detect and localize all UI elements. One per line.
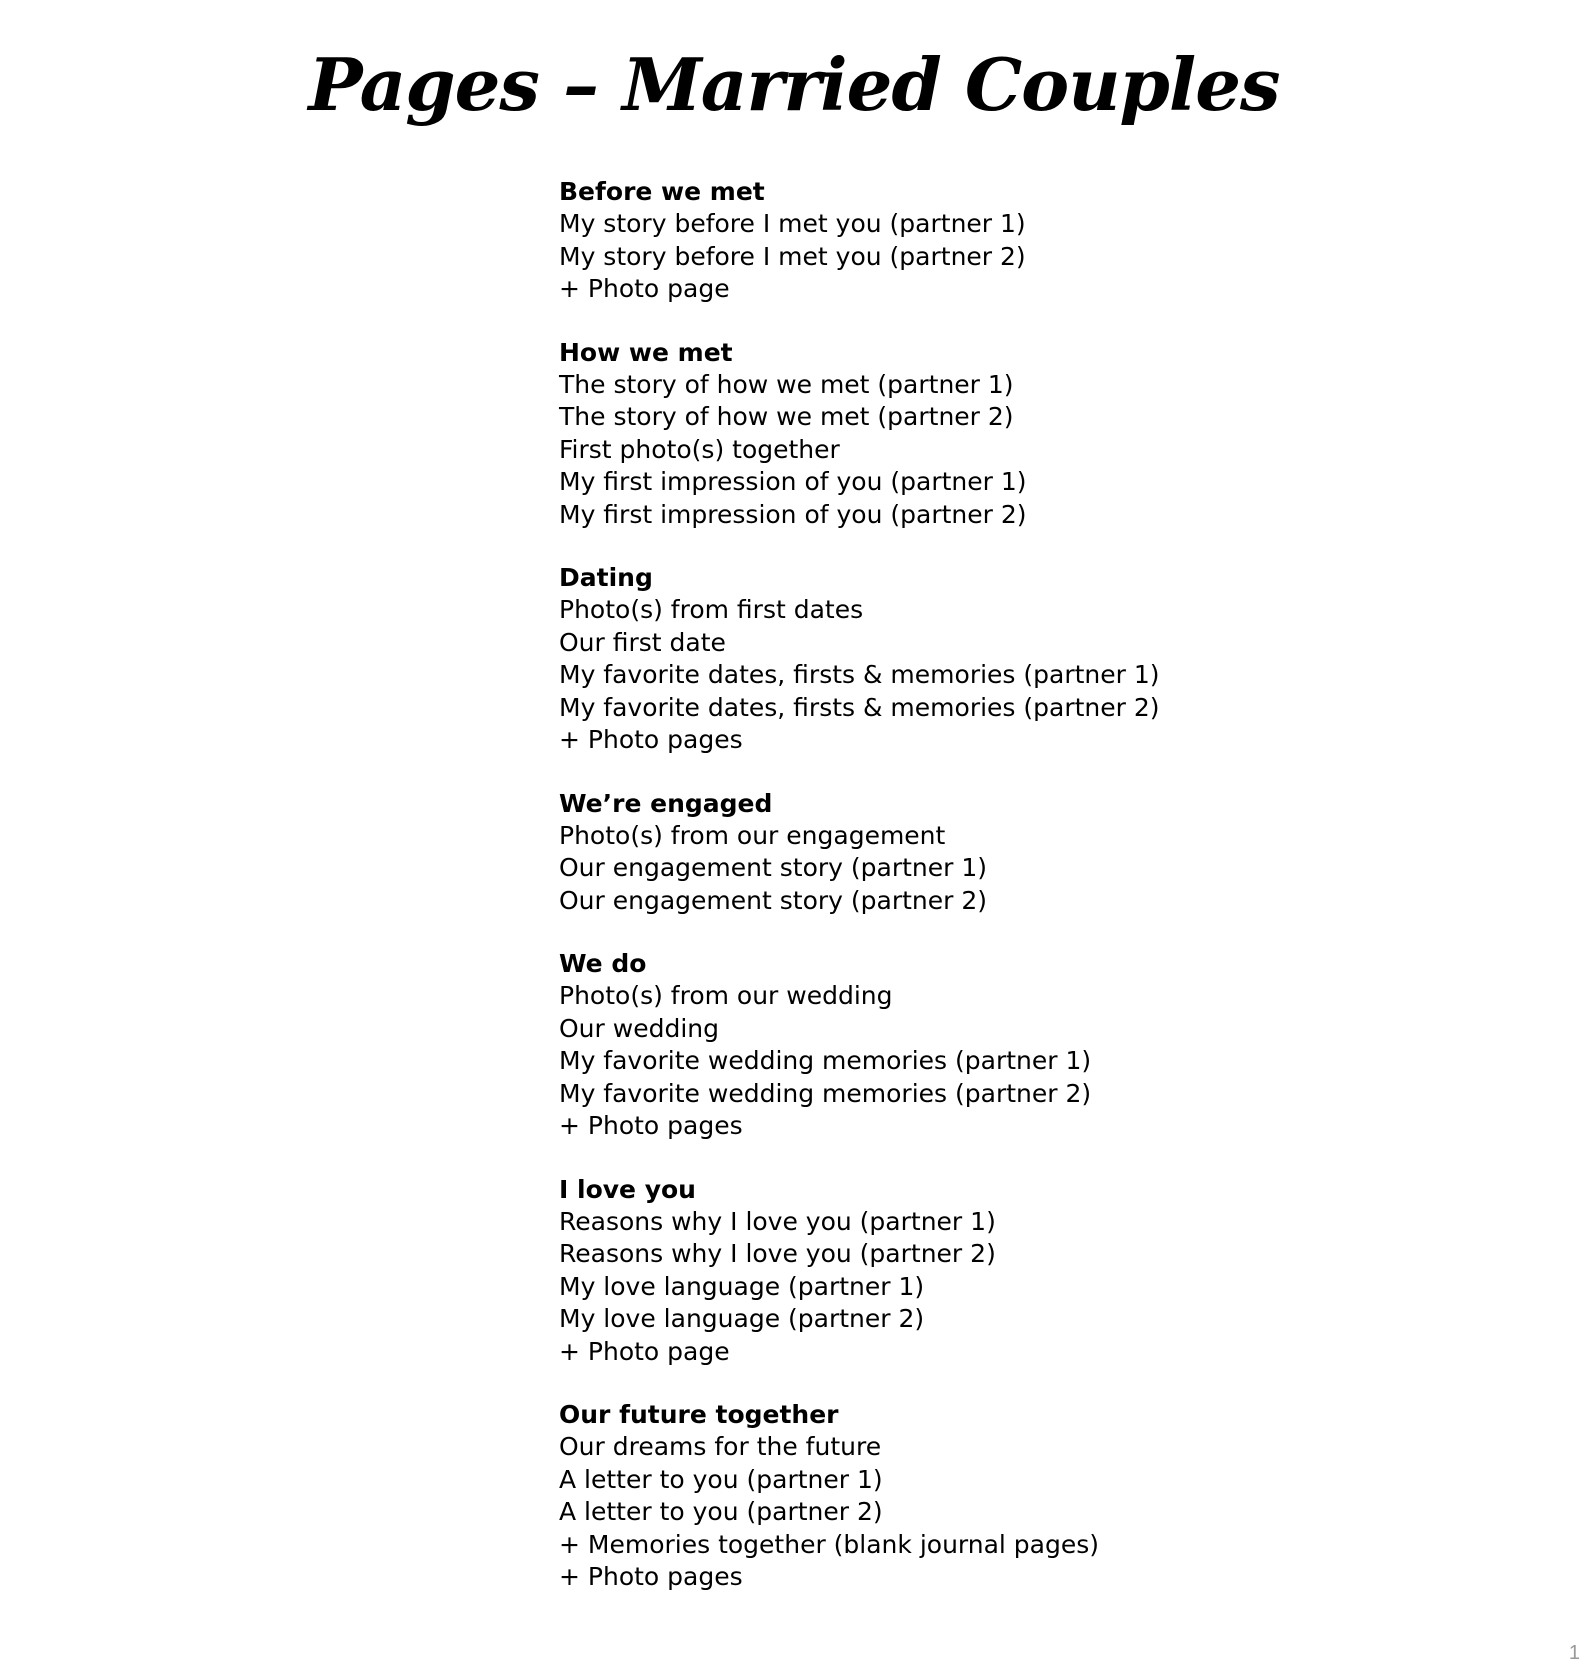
list-item: My first impression of you (partner 1) [559,467,1027,496]
list-item: + Photo pages [559,1562,743,1591]
section-list [559,175,1539,1624]
section-our-future-together [559,1398,1539,1594]
section-items [559,369,1539,532]
section-heading: How we met [559,337,733,367]
section-heading: We’re engaged [559,788,773,818]
list-item: My first impression of you (partner 2) [559,499,1027,529]
section-we-do [559,947,1539,1143]
list-item: My favorite dates, firsts & memories (partner 2) [559,692,1160,722]
list-item: + Photo pages [559,725,743,754]
list-item: The story of how we met (partner 1) [559,369,1014,399]
section-items [559,1206,1539,1369]
section-heading: Dating [559,563,653,592]
section-dating [559,561,1539,757]
list-item: First photo(s) together [559,434,840,464]
list-item: A letter to you (partner 1) [559,1464,883,1494]
section-items [559,820,1539,918]
list-item: Photo(s) from first dates [559,595,864,624]
list-item: My favorite wedding memories (partner 2) [559,1078,1092,1108]
list-item: A letter to you (partner 2) [559,1497,883,1526]
page-number: 1 [1568,1642,1580,1664]
list-item: My favorite wedding memories (partner 1) [559,1046,1092,1075]
list-item: Our engagement story (partner 1) [559,853,988,882]
list-item: Reasons why I love you (partner 2) [559,1239,996,1268]
list-item: + Photo pages [559,1111,743,1140]
list-item: + Photo page [559,274,730,303]
section-heading: We do [559,949,647,978]
list-item: My favorite dates, firsts & memories (partner 1) [559,660,1160,689]
list-item: My love language (partner 1) [559,1271,925,1301]
list-item: Our engagement story (partner 2) [559,885,988,915]
section-heading: Our future together [559,1400,839,1429]
section-heading: I love you [559,1174,696,1204]
list-item: The story of how we met (partner 2) [559,402,1014,431]
section-items [559,208,1539,306]
list-item: My love language (partner 2) [559,1304,925,1333]
section-how-we-met [559,336,1539,532]
list-item: Our first date [559,627,726,657]
list-item: Photo(s) from our engagement [559,820,946,850]
list-item: + Photo page [559,1336,730,1366]
section-i-love-you [559,1173,1539,1369]
list-item: My story before I met you (partner 2) [559,241,1026,271]
section-were-engaged [559,787,1539,918]
section-items [559,1431,1539,1594]
list-item: + Memories together (blank journal pages) [559,1529,1100,1559]
section-items [559,594,1539,757]
list-item: Photo(s) from our wedding [559,981,893,1010]
section-items [559,980,1539,1143]
list-item: Our wedding [559,1013,719,1043]
section-before-we-met [559,175,1539,306]
list-item: Reasons why I love you (partner 1) [559,1206,996,1236]
section-heading: Before we met [559,177,765,206]
list-item: My story before I met you (partner 1) [559,209,1026,238]
list-item: Our dreams for the future [559,1432,882,1461]
page-title: Pages – Married Couples [308,42,1280,127]
